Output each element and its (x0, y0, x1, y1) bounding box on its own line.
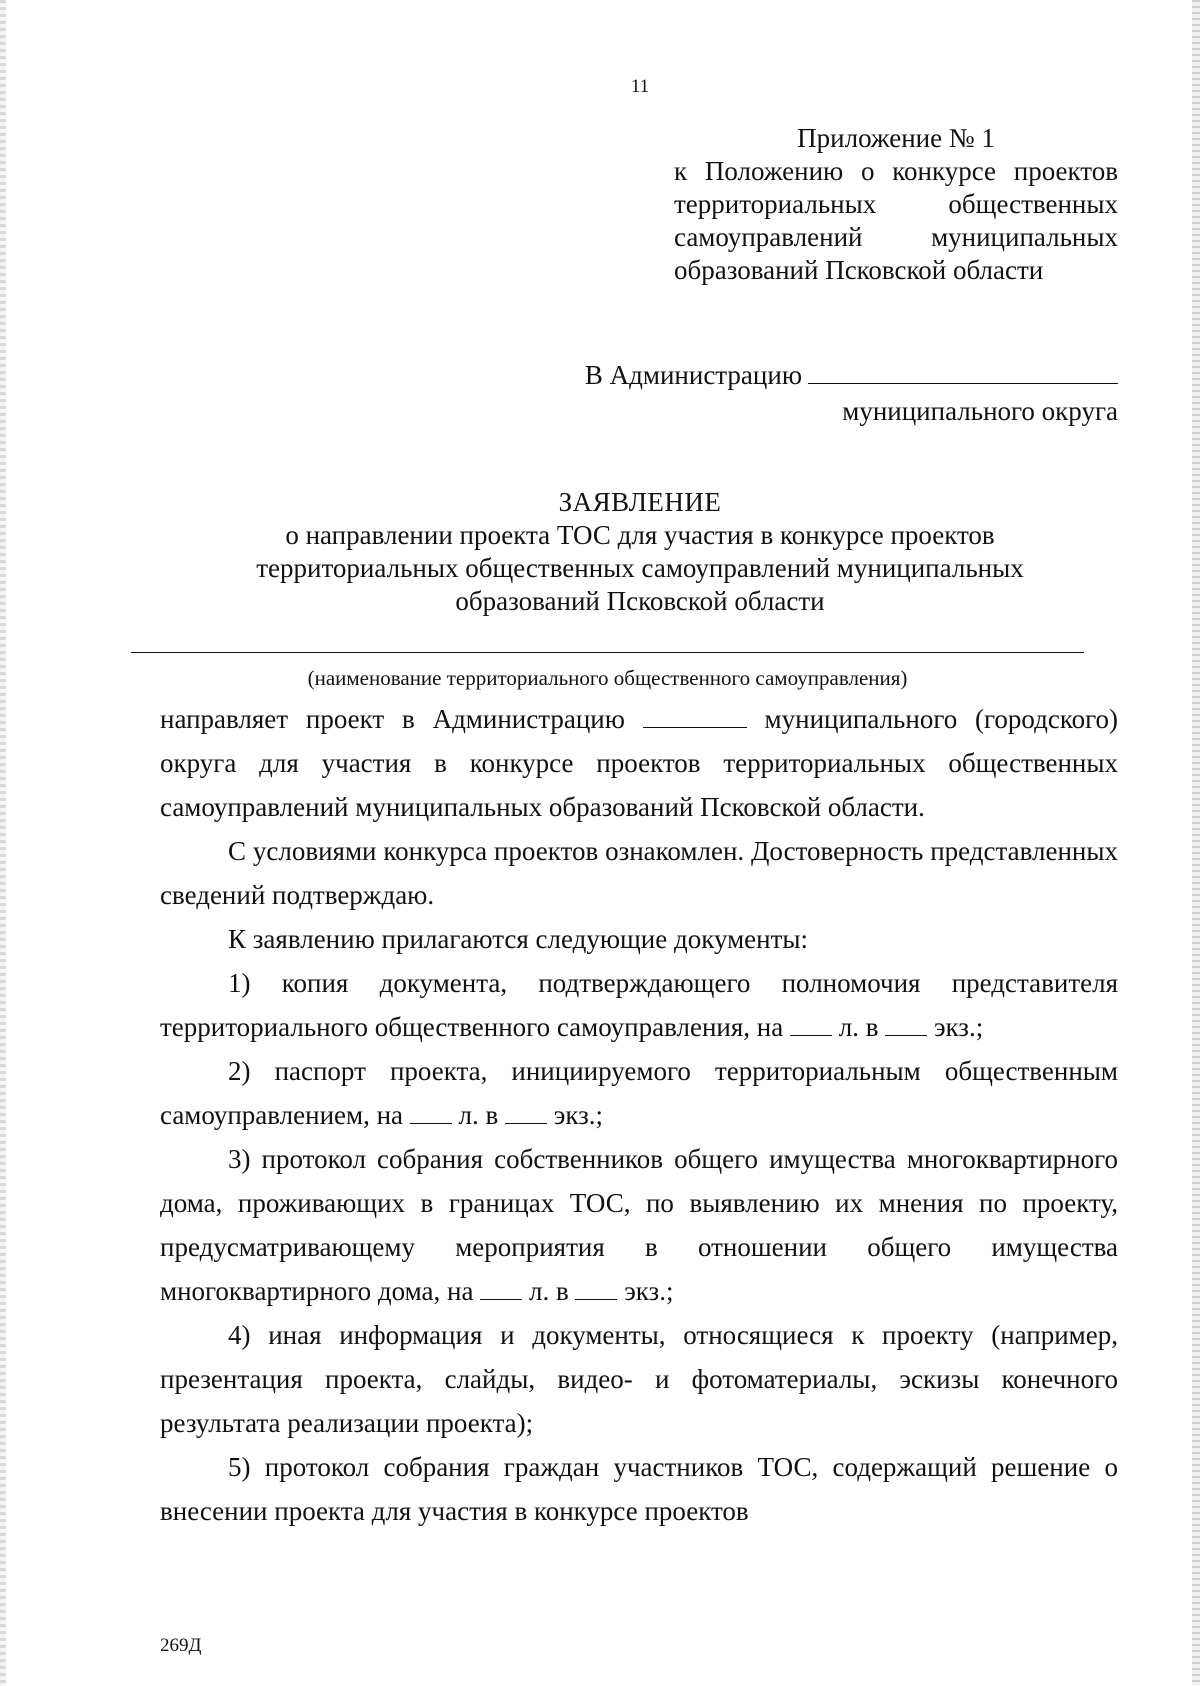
addressee-blank-line (808, 357, 1118, 384)
sheets-label: л. в (528, 1276, 569, 1306)
annex-line-1: к Положению о конкурсе проектов (674, 156, 1118, 186)
annex-number: Приложение № 1 (797, 123, 995, 153)
annex-line-3: самоуправлений муниципальных (674, 222, 1118, 252)
paragraph-confirmation: С условиями конкурса проектов ознакомлен. Достоверность представленных сведений подтверждаю. (160, 836, 1118, 910)
page-number: 11 (630, 76, 650, 97)
sheets-blank (790, 1011, 832, 1036)
statement-body (160, 697, 1118, 1533)
attachment-item-3-text: 3) протокол собрания собственников общего имущества многоквартирного дома, проживающих в границах ТОС, по выявлению их мнения по проекту, предусматривающему мероприятия в отношении общего имущества многоквартирного дома, на (160, 1144, 1118, 1306)
attachment-item-5: 5) протокол собрания граждан участников ТОС, содержащий решение о внесении проекта для участия в конкурсе проектов (160, 1452, 1118, 1526)
statement-subtitle-line-1: о направлении проекта ТОС для участия в конкурсе проектов (285, 520, 995, 550)
scan-edge-left (0, 0, 6, 1686)
attachment-item-2-text: 2) паспорт проекта, инициируемого территориальным общественным самоуправлением, на (160, 1056, 1118, 1130)
statement-heading: ЗАЯВЛЕНИЕ (558, 487, 722, 517)
attachment-item-1 (160, 961, 1118, 1049)
copies-label: экз.; (624, 1276, 674, 1306)
document-code: 269Д (160, 1635, 202, 1656)
sheets-blank (410, 1099, 452, 1124)
copies-label: экз.; (933, 1012, 984, 1042)
tos-name-caption: (наименование территориального общественного самоуправления) (307, 666, 908, 690)
paragraph-attachments-intro: К заявлению прилагаются следующие документы: (228, 924, 809, 954)
addressee-block (560, 357, 1118, 428)
attachment-item-2 (160, 1049, 1118, 1137)
sheets-label: л. в (458, 1100, 499, 1130)
copies-blank (505, 1099, 547, 1124)
addressee-suffix: муниципального округа (842, 396, 1118, 426)
statement-subtitle-line-2: территориальных общественных самоуправлений муниципальных (256, 553, 1024, 583)
attachment-item-3 (160, 1137, 1118, 1313)
paragraph-submission-end: муниципального (городского) округа для участия в конкурсе проектов территориальных общественных самоуправлений муниципальных образований Псковской области. (160, 704, 1119, 822)
paragraph-submission-start: направляет проект в Администрацию (160, 704, 625, 734)
statement-title (130, 486, 1150, 618)
attachment-item-4: 4) иная информация и документы, относящиеся к проекту (например, презентация проекта, слайды, видео- и фотоматериалы, эскизы конечного результата реализации проекта); (160, 1320, 1118, 1438)
copies-label: экз.; (553, 1100, 604, 1130)
scan-edge-right (1192, 0, 1200, 1686)
addressee-prefix: В Администрацию (584, 360, 802, 390)
copies-blank (885, 1011, 927, 1036)
annex-reference (674, 122, 1118, 287)
attachment-item-1-text: 1) копия документа, подтверждающего полномочия представителя территориального общественного самоуправления, на (160, 968, 1118, 1042)
sheets-blank (480, 1275, 522, 1300)
annex-line-2: территориальных общественных (674, 189, 1118, 219)
statement-subtitle-line-3: образований Псковской области (455, 586, 825, 616)
annex-line-4: образований Псковской области (674, 255, 1044, 285)
sheets-label: л. в (838, 1012, 879, 1042)
paragraph-submission (160, 697, 1118, 829)
copies-blank (575, 1275, 617, 1300)
tos-name-blank-line (131, 652, 1084, 653)
district-blank (643, 703, 747, 728)
